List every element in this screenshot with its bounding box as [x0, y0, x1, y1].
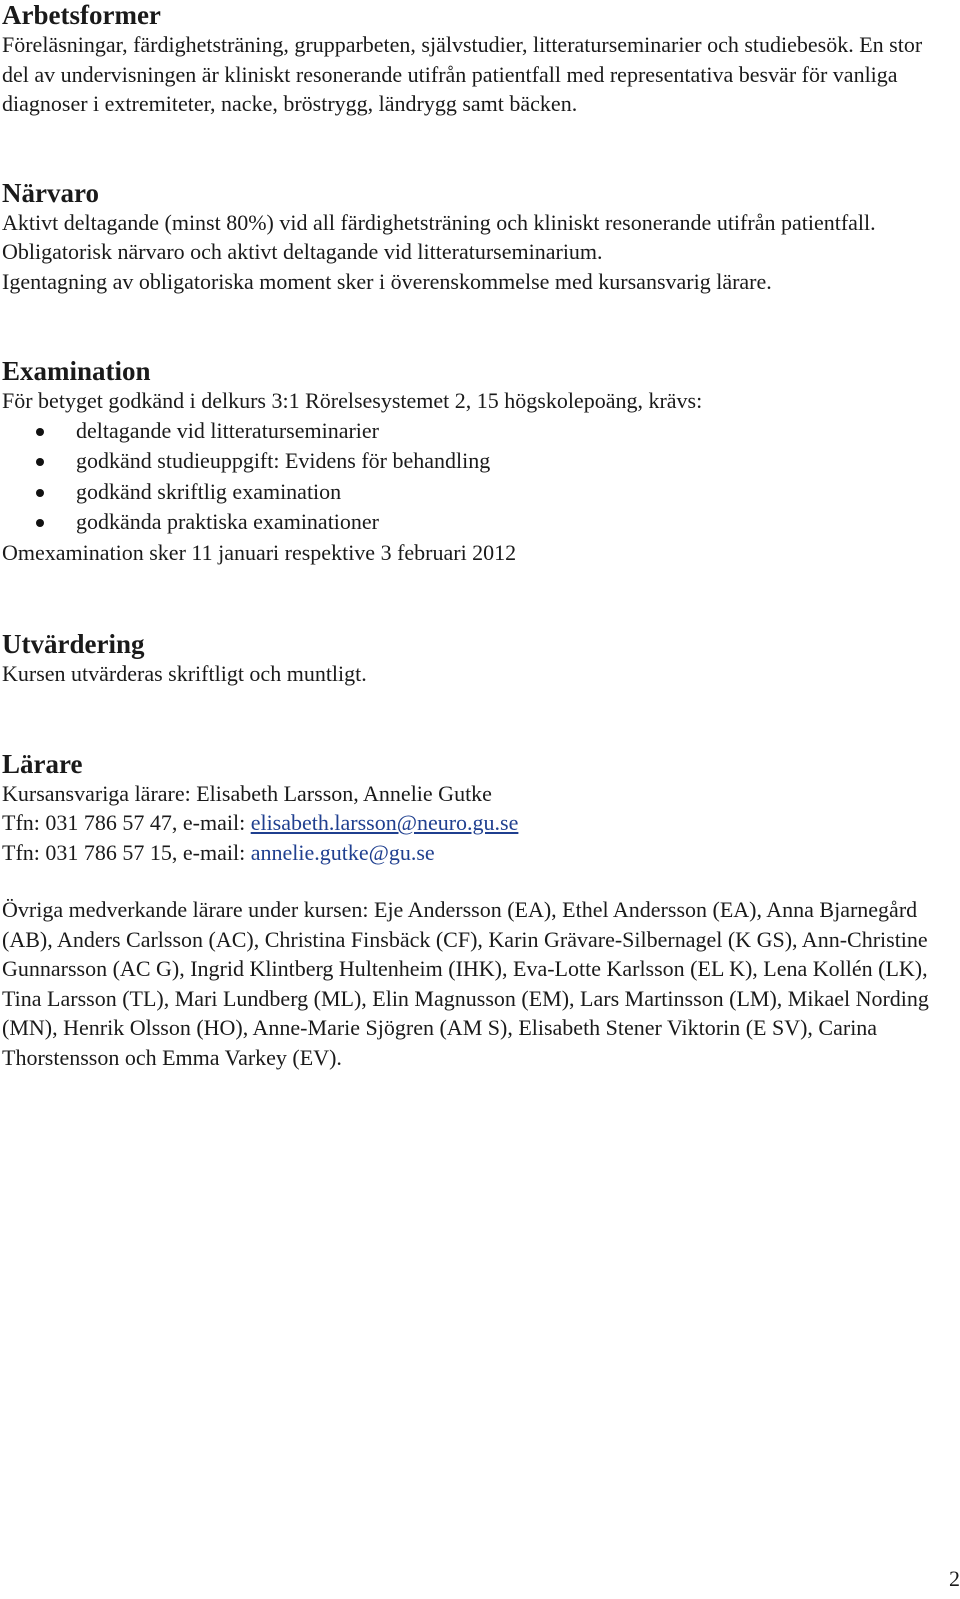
- bullet-icon: [36, 458, 44, 466]
- heading-utvardering: Utvärdering: [2, 629, 145, 659]
- document-page: [2, 0, 952, 1072]
- email-link-elisabeth[interactable]: elisabeth.larsson@neuro.gu.se: [250, 810, 519, 835]
- page-number: 2: [949, 1566, 960, 1591]
- heading-narvaro: Närvaro: [2, 177, 99, 208]
- section-arbetsformer: [2, 0, 952, 119]
- utvardering-body: Kursen utvärderas skriftligt och muntligt.: [2, 661, 367, 686]
- contact-line-2: [2, 838, 952, 868]
- heading-larare: Lärare: [2, 748, 83, 779]
- list-item: [2, 477, 952, 508]
- heading-arbetsformer: Arbetsformer: [2, 0, 161, 30]
- section-narvaro: [2, 178, 952, 297]
- contact-1-prefix: Tfn: 031 786 57 47, e-mail:: [2, 810, 251, 835]
- section-utvardering: [2, 629, 952, 689]
- requirement-text: deltagande vid litteraturseminarier: [76, 417, 379, 443]
- narvaro-line-3: Igentagning av obligatoriska moment sker i överenskommelse med kursansvarig lärare.: [2, 268, 772, 294]
- narvaro-line-2: Obligatorisk närvaro och aktivt deltagande vid litteraturseminarium.: [2, 239, 603, 264]
- list-item: [2, 507, 952, 538]
- bullet-icon: [36, 489, 44, 497]
- examination-intro: För betyget godkänd i delkurs 3:1 Rörelsesystemet 2, 15 högskolepoäng, krävs:: [2, 388, 703, 413]
- bullet-icon: [36, 428, 44, 436]
- narvaro-line-1: Aktivt deltagande (minst 80%) vid all färdighetsträning och kliniskt resonerande utifrån patientfall.: [2, 209, 876, 235]
- contact-line-1: [2, 808, 952, 838]
- heading-examination: Examination: [2, 356, 151, 386]
- requirement-text: godkänd skriftlig examination: [76, 478, 342, 504]
- requirements-list: [2, 416, 952, 538]
- reexam-text: Omexamination sker 11 januari respektive 3 februari 2012: [2, 539, 517, 565]
- requirement-text: godkänd studieuppgift: Evidens för behandling: [76, 448, 491, 473]
- other-teachers: Övriga medverkande lärare under kursen: Eje Andersson (EA), Ethel Andersson (EA), Anna Bjarnegård (AB), Anders Carlsson (AC), Christina Finsbäck (CF), Karin Grävare-Silbernagel (K GS), Ann-Christine Gunnarsson (AC G), Ingrid Klintberg Hultenheim (IHK), Eva-Lotte Karlsson (EL K), Lena Kollén (LK), Tina Larsson (TL), Mari Lundberg (ML), Elin Magnusson (EM), Lars Martinsson (LM), Mikael Nording (MN), Henrik Olsson (HO), Anne-Marie Sjögren (AM S), Elisabeth Stener Viktorin (E SV), Carina Thorstensson och Emma Varkey (EV).: [2, 897, 929, 1070]
- list-item: [2, 446, 952, 477]
- responsible-teachers: Kursansvariga lärare: Elisabeth Larsson, Annelie Gutke: [2, 780, 492, 806]
- bullet-icon: [36, 519, 44, 527]
- arbetsformer-body: Föreläsningar, färdighetsträning, grupparbeten, självstudier, litteraturseminarier och studiebesök. En stor del av undervisningen är kliniskt resonerande utifrån patientfall med representativa besvär för vanliga diagnoser i extremiteter, nacke, bröstrygg, ländrygg samt bäcken.: [2, 32, 923, 116]
- list-item: [2, 416, 952, 447]
- contact-2-prefix: Tfn: 031 786 57 15, e-mail:: [2, 839, 251, 865]
- section-examination: [2, 356, 952, 567]
- requirement-text: godkända praktiska examinationer: [76, 509, 380, 534]
- email-link-annelie[interactable]: annelie.gutke@gu.se: [250, 839, 435, 865]
- section-larare: [2, 749, 952, 1073]
